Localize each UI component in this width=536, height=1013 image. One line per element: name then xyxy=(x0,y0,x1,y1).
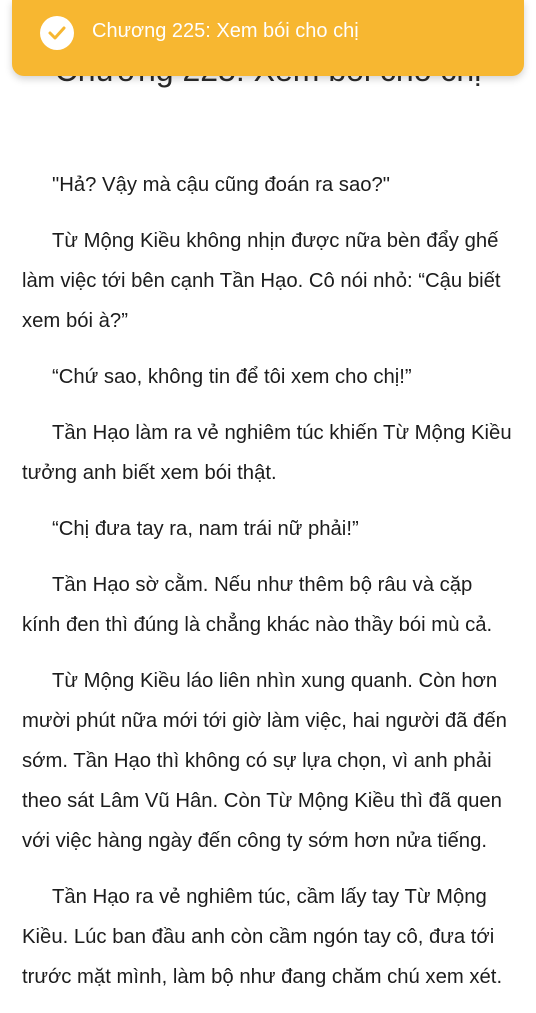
paragraph: Tần Hạo ra vẻ nghiêm túc, cầm lấy tay Từ Mộng Kiều. Lúc ban đầu anh còn cầm ngón tay cô, đưa tới trước mặt mình, làm bộ như đang chăm chú xem xét. xyxy=(22,886,503,988)
paragraph: “Chị đưa tay ra, nam trái nữ phải!” xyxy=(52,518,359,540)
paragraph: Tần Hạo sờ cằm. Nếu như thêm bộ râu và cặp kính đen thì đúng là chẳng khác nào thầy bói mù cả. xyxy=(22,574,493,636)
paragraph: Tần Hạo làm ra vẻ nghiêm túc khiến Từ Mộng Kiều tưởng anh biết xem bói thật. xyxy=(22,422,512,484)
check-circle-icon xyxy=(40,16,74,50)
paragraph: Từ Mộng Kiều láo liên nhìn xung quanh. Còn hơn mười phút nữa mới tới giờ làm việc, hai người đã đến sớm. Tần Hạo thì không có sự lựa chọn, vì anh phải theo sát Lâm Vũ Hân. Còn Từ Mộng Kiều thì đã quen với việc hàng ngày đến công ty sớm hơn nửa tiếng. xyxy=(22,670,507,852)
toast-message: Chương 225: Xem bói cho chị xyxy=(92,20,359,42)
notification-toast[interactable] xyxy=(12,0,524,76)
paragraph: Từ Mộng Kiều không nhịn được nữa bèn đẩy ghế làm việc tới bên cạnh Tần Hạo. Cô nói nhỏ: “Cậu biết xem bói à?” xyxy=(22,230,501,332)
paragraph: "Hả? Vậy mà cậu cũng đoán ra sao?" xyxy=(52,174,390,196)
chapter-content xyxy=(22,165,518,1013)
paragraph: “Chứ sao, không tin để tôi xem cho chị!” xyxy=(52,366,412,388)
